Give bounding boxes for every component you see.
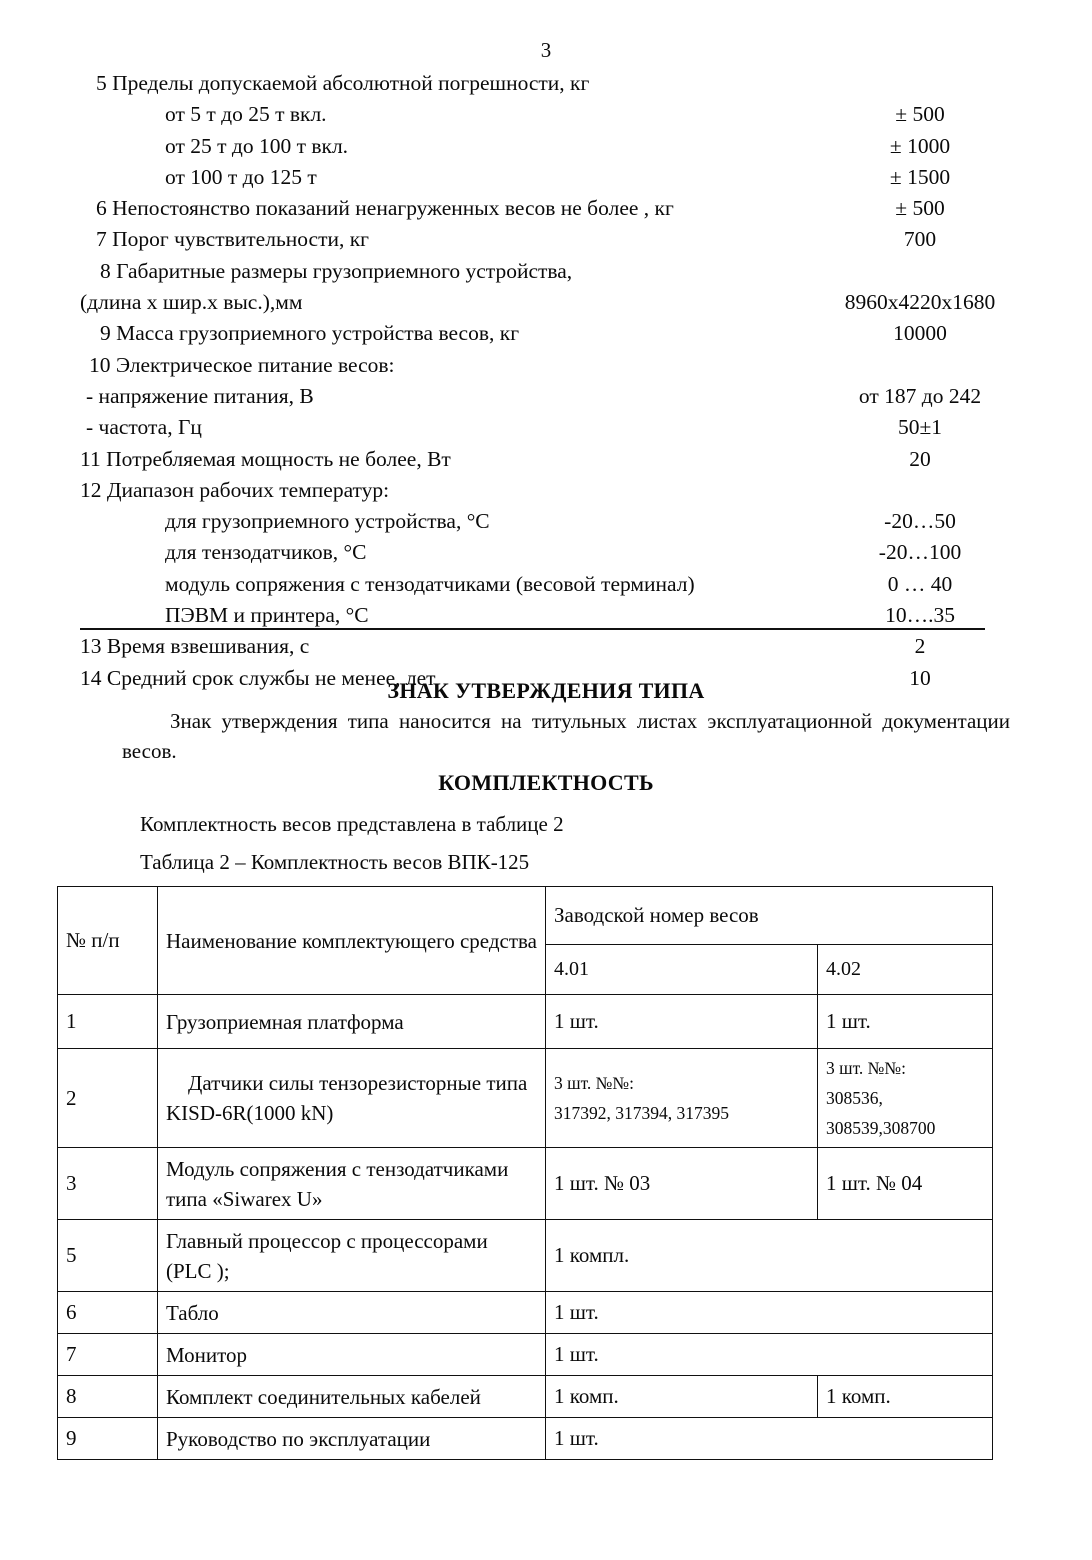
cell-row-number: 3 [58,1148,158,1220]
table-row [58,995,993,1049]
spec-value: 8960x4220x1680 [844,290,996,315]
spec-label: - напряжение питания, В [86,383,314,408]
spec-row [80,506,992,537]
spec-value: 20 [909,446,931,471]
spec-row [80,600,992,631]
cell-quantity-1: 1 шт. № 03 [546,1148,818,1220]
serial-numbers: 317392, 317394, 317395 [554,1103,729,1123]
spec-label: модуль сопряжения с тензодатчиками (весовой терминал) [165,571,695,596]
cell-row-number: 1 [58,995,158,1049]
cell-quantity-2: 1 шт. [818,995,993,1049]
spec-value: 700 [903,227,937,252]
spec-value: -20…100 [878,540,962,565]
cell-item-name: Комплект соединительных кабелей [158,1376,546,1418]
spec-value: 2 [914,634,926,659]
spec-value: ± 500 [895,102,945,127]
spec-row [80,224,992,255]
spec-row [80,475,992,506]
spec-value: 50±1 [897,415,943,440]
header-serial-401: 4.01 [546,945,818,995]
cell-row-number: 8 [58,1376,158,1418]
cell-item-name: Грузоприемная платформа [158,995,546,1049]
paragraph-type-approval-mark: Знак утверждения типа наносится на титульных листах эксплуатационной документации весов. [122,709,1010,763]
spec-value: ± 500 [895,196,945,221]
table-header-row-primary [58,887,993,945]
cell-row-number: 7 [58,1334,158,1376]
spec-label: 6 Непостоянство показаний ненагруженных весов не более , кг [96,196,674,221]
cell-row-number: 2 [58,1049,158,1148]
serial-numbers: 308536, 308539,308700 [826,1088,936,1138]
header-item-name: Наименование комплектующего средства [158,887,546,995]
cell-quantity-2: 1 шт. № 04 [818,1148,993,1220]
spec-row [80,318,992,349]
cell-row-number: 6 [58,1292,158,1334]
table-row [58,1334,993,1376]
cell-quantity-serials-1 [546,1049,818,1148]
spec-label: 5 Пределы допускаемой абсолютной погрешности, кг [96,71,590,95]
cell-quantity-merged: 1 шт. [546,1334,993,1376]
table-row [58,1376,993,1418]
spec-label: - частота, Гц [86,415,202,440]
spec-row [80,162,992,193]
specification-list [80,68,996,694]
spec-row [80,131,992,162]
spec-label: ПЭВМ и принтера, °С [165,603,369,628]
spec-value: ± 1000 [889,133,951,158]
header-serial-402: 4.02 [818,945,993,995]
spec-label: 10 Электрическое питание весов: [89,352,395,377]
spec-row [80,256,992,287]
heading-type-approval-mark: ЗНАК УТВЕРЖДЕНИЯ ТИПА [387,678,705,703]
table-caption: Таблица 2 – Комплектность весов ВПК-125 [140,850,530,874]
heading-completeness: КОМПЛЕКТНОСТЬ [438,770,654,795]
spec-label: для тензодатчиков, °С [165,540,367,565]
spec-row [80,381,992,412]
table-head [58,887,993,995]
spec-value: от 187 до 242 [858,383,982,408]
cell-item-name: Модуль сопряжения с тензодатчиками типа «Siwarex U» [158,1148,546,1220]
spec-value: 10 [909,665,931,690]
table-row [58,1049,993,1148]
table-row [58,1418,993,1460]
spec-label: для грузоприемного устройства, °С [165,509,490,534]
section-divider-rule [80,628,985,630]
spec-label: 14 Средний срок службы не менее, лет [80,665,436,690]
completeness-table [57,886,993,1460]
spec-label: 7 Порог чувствительности, кг [96,227,370,252]
spec-value: 0 … 40 [887,571,953,596]
spec-label: от 100 т до 125 т [165,164,317,189]
table-row [58,1220,993,1292]
spec-row [80,631,992,662]
cell-item-name: Руководство по эксплуатации [158,1418,546,1460]
page-number: 3 [540,38,552,62]
spec-label: (длина х шир.х выс.),мм [80,290,303,315]
cell-quantity-merged: 1 шт. [546,1292,993,1334]
spec-row [80,537,992,568]
spec-label: 8 Габаритные размеры грузоприемного устройства, [100,258,573,283]
spec-row [80,569,992,600]
spec-value: -20…50 [884,509,956,534]
serial-count-label: 3 шт. №№: [826,1058,906,1078]
cell-quantity-merged: 1 компл. [546,1220,993,1292]
table-body [58,995,993,1460]
cell-row-number: 5 [58,1220,158,1292]
spec-row [80,350,992,381]
spec-row [80,444,992,475]
spec-value: 10….35 [885,603,955,628]
cell-item-name: Главный процессор с процессорами (PLC ); [158,1220,546,1292]
spec-value: ± 1500 [889,164,951,189]
cell-item-name: Датчики силы тензорезисторные типа KISD-6R(1000 kN) [158,1049,546,1148]
cell-quantity-2: 1 комп. [818,1376,993,1418]
table-row [58,1148,993,1220]
spec-row [80,287,996,318]
spec-label: 12 Диапазон рабочих температур: [80,477,390,502]
spec-value: 10000 [893,321,947,346]
spec-label: от 5 т до 25 т вкл. [165,102,327,127]
completeness-intro-line: Комплектность весов представлена в таблице 2 [140,812,564,836]
cell-quantity-1: 1 комп. [546,1376,818,1418]
cell-quantity-1: 1 шт. [546,995,818,1049]
spec-label: 11 Потребляемая мощность не более, Вт [80,446,451,471]
spec-row [80,99,992,130]
spec-label: 13 Время взвешивания, с [80,634,310,659]
cell-item-name: Монитор [158,1334,546,1376]
cell-quantity-serials-2 [818,1049,993,1148]
spec-row [80,68,992,99]
header-row-number: № п/п [58,887,158,995]
completeness-table-wrapper [57,886,992,1460]
serial-count-label: 3 шт. №№: [554,1073,634,1093]
cell-row-number: 9 [58,1418,158,1460]
spec-row [80,193,992,224]
cell-quantity-merged: 1 шт. [546,1418,993,1460]
header-serial-group: Заводской номер весов [546,887,993,945]
spec-row [80,412,992,443]
spec-label: 9 Масса грузоприемного устройства весов, кг [100,321,520,346]
spec-label: от 25 т до 100 т вкл. [165,133,349,158]
table-row [58,1292,993,1334]
cell-item-name: Табло [158,1292,546,1334]
